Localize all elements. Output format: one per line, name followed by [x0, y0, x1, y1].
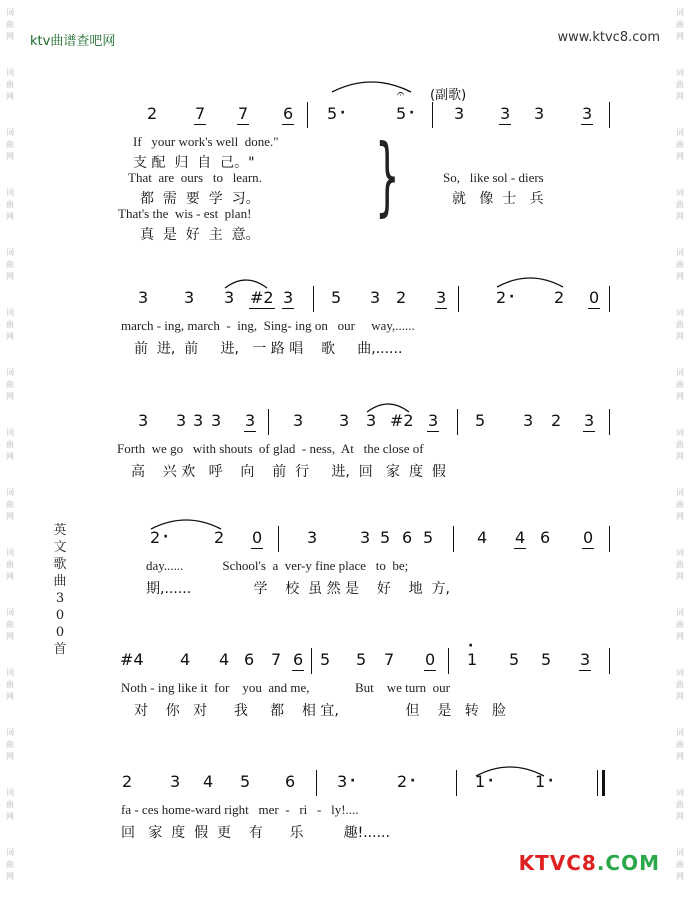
note: 3	[534, 104, 545, 123]
strip-glyph: 词	[6, 368, 14, 377]
note: 6	[293, 650, 304, 669]
note: 3	[138, 288, 149, 307]
note: 5	[475, 411, 486, 430]
note: 1	[535, 772, 546, 791]
english-lyric: That are ours to learn.	[128, 170, 262, 185]
strip-glyph: 网	[676, 872, 684, 881]
note: 3	[245, 411, 256, 430]
slur-tie	[366, 402, 412, 414]
chinese-lyric: 高 兴 欢 呼 向 前 行 进, 回 家 度 假	[131, 464, 446, 480]
strip-glyph: 曲	[6, 680, 14, 689]
strip-glyph: 网	[6, 812, 14, 821]
note: 5	[240, 772, 251, 791]
strip-glyph: 曲	[676, 440, 684, 449]
chinese-lyric: 期,...... 学 校 虽 然 是 好 地 方,	[146, 581, 451, 597]
barline	[313, 286, 314, 312]
note: 3	[366, 411, 377, 430]
strip-glyph: 词	[676, 428, 684, 437]
strip-glyph: 网	[676, 752, 684, 761]
augmentation-dot: ·	[410, 773, 416, 789]
strip-glyph: 网	[676, 392, 684, 401]
melody-line	[0, 288, 690, 318]
melody-line	[0, 411, 690, 441]
strip-glyph: 曲	[676, 200, 684, 209]
high-octave-dot: ·	[468, 638, 474, 654]
note: 3	[337, 772, 348, 791]
strip-glyph: 网	[6, 392, 14, 401]
strip-glyph: 网	[676, 212, 684, 221]
melody-line	[0, 528, 690, 558]
fermata-icon: 𝄐	[397, 87, 405, 102]
augmentation-dot: ·	[409, 105, 415, 121]
melody-line	[0, 772, 690, 802]
note: 4	[180, 650, 191, 669]
strip-glyph: 曲	[6, 620, 14, 629]
chinese-lyric: 都 需 要 学 习。	[140, 191, 260, 207]
slur-tie	[475, 765, 547, 778]
strip-glyph: 网	[6, 152, 14, 161]
note: 3	[428, 411, 439, 430]
strip-glyph: 网	[6, 752, 14, 761]
note: 3	[360, 528, 371, 547]
note: 4	[203, 772, 214, 791]
strip-glyph: 网	[676, 512, 684, 521]
strip-glyph: 曲	[676, 500, 684, 509]
strip-glyph: 曲	[676, 20, 684, 29]
strip-glyph: 曲	[6, 140, 14, 149]
note: 7	[238, 104, 249, 123]
note: 3	[176, 411, 187, 430]
chorus-label: (副歌)	[430, 88, 467, 103]
english-lyric: march - ing, march - ing, Sing- ing on our way,......	[121, 318, 415, 333]
barline	[432, 102, 433, 128]
strip-glyph: 曲	[676, 320, 684, 329]
note: 7	[271, 650, 282, 669]
strip-glyph: 曲	[676, 260, 684, 269]
strip-glyph: 网	[676, 92, 684, 101]
strip-glyph: 网	[6, 572, 14, 581]
strip-glyph: 曲	[676, 860, 684, 869]
strip-glyph: 曲	[676, 80, 684, 89]
augmentation-dot: ·	[509, 289, 515, 305]
barline	[609, 648, 610, 674]
chinese-lyric: 支 配 归 自 己。"	[133, 155, 255, 171]
strip-glyph: 词	[6, 608, 14, 617]
site-name-left: ktv曲谱查吧网	[30, 34, 116, 49]
note: 5	[541, 650, 552, 669]
strip-glyph: 网	[676, 632, 684, 641]
strip-glyph: 曲	[6, 740, 14, 749]
strip-glyph: 网	[6, 512, 14, 521]
barline	[268, 409, 269, 435]
chinese-lyric: 回 家 度 假 更 有 乐 趣!......	[121, 825, 390, 841]
barline	[311, 648, 312, 674]
chinese-lyric: 对 你 对 我 都 相 宜, 但 是 转 脸	[134, 703, 507, 719]
strip-glyph: 网	[6, 632, 14, 641]
note: 3	[339, 411, 350, 430]
barline	[609, 526, 610, 552]
note: 2	[551, 411, 562, 430]
barline	[456, 770, 457, 796]
strip-glyph: 网	[6, 272, 14, 281]
strip-glyph: 网	[6, 32, 14, 41]
strip-glyph: 词	[6, 668, 14, 677]
slur-tie	[496, 276, 566, 289]
note: 5	[423, 528, 434, 547]
strip-glyph: 词	[6, 488, 14, 497]
augmentation-dot: ·	[350, 773, 356, 789]
lyric-brace-icon: }	[375, 126, 400, 226]
strip-glyph: 词	[676, 308, 684, 317]
final-barline	[597, 770, 605, 796]
score-row	[0, 528, 690, 648]
strip-glyph: 曲	[6, 200, 14, 209]
note: 6	[283, 104, 294, 123]
strip-glyph: 网	[676, 32, 684, 41]
note: 6	[402, 528, 413, 547]
note: 2	[150, 528, 161, 547]
note: 1	[467, 650, 478, 669]
strip-glyph: 曲	[6, 560, 14, 569]
note: 0	[583, 528, 594, 547]
note: #2	[390, 411, 414, 430]
strip-glyph: 曲	[6, 320, 14, 329]
strip-glyph: 词	[676, 848, 684, 857]
strip-glyph: 词	[676, 608, 684, 617]
strip-glyph: 词	[676, 188, 684, 197]
note: 0	[252, 528, 263, 547]
strip-glyph: 曲	[6, 380, 14, 389]
barline	[609, 409, 610, 435]
score-row	[0, 288, 690, 408]
note: 5	[327, 104, 338, 123]
note: 6	[285, 772, 296, 791]
chinese-lyric: 真 是 好 主 意。	[140, 227, 260, 243]
strip-glyph: 词	[676, 488, 684, 497]
note: 1	[475, 772, 486, 791]
note: 5	[509, 650, 520, 669]
strip-glyph: 曲	[6, 500, 14, 509]
strip-glyph: 曲	[6, 260, 14, 269]
strip-glyph: 曲	[676, 800, 684, 809]
strip-glyph: 曲	[6, 440, 14, 449]
english-lyric: Forth we go with shouts of glad - ness, At the close of	[117, 441, 424, 456]
melody-line	[0, 104, 690, 134]
note: 3	[580, 650, 591, 669]
note: 5	[331, 288, 342, 307]
strip-glyph: 词	[676, 128, 684, 137]
strip-glyph: 词	[676, 788, 684, 797]
strip-glyph: 网	[676, 572, 684, 581]
strip-glyph: 词	[676, 248, 684, 257]
note: 5	[356, 650, 367, 669]
note: 7	[195, 104, 206, 123]
strip-glyph: 词	[676, 368, 684, 377]
strip-glyph: 词	[676, 68, 684, 77]
note: 2	[214, 528, 225, 547]
strip-glyph: 词	[6, 788, 14, 797]
strip-glyph: 网	[676, 452, 684, 461]
note: 2	[496, 288, 507, 307]
note: 2	[122, 772, 133, 791]
strip-glyph: 网	[676, 272, 684, 281]
strip-glyph: 网	[6, 692, 14, 701]
note: 3	[211, 411, 222, 430]
barline	[278, 526, 279, 552]
strip-glyph: 曲	[6, 800, 14, 809]
note: 2	[147, 104, 158, 123]
note: 3	[224, 288, 235, 307]
note: 3	[523, 411, 534, 430]
barline	[316, 770, 317, 796]
note: 3	[170, 772, 181, 791]
strip-glyph: 词	[676, 8, 684, 17]
strip-glyph: 曲	[676, 680, 684, 689]
strip-glyph: 曲	[6, 80, 14, 89]
book-title-vertical: 英 文 歌 曲 3 0 0 首	[53, 523, 67, 657]
note: 3	[307, 528, 318, 547]
strip-glyph: 曲	[6, 20, 14, 29]
english-lyric: If your work's well done."	[133, 134, 279, 149]
note: 0	[589, 288, 600, 307]
note: 3	[370, 288, 381, 307]
note: 6	[540, 528, 551, 547]
note: 4	[219, 650, 230, 669]
strip-glyph: 网	[6, 332, 14, 341]
strip-glyph: 词	[6, 428, 14, 437]
note: #4	[120, 650, 144, 669]
strip-glyph: 曲	[6, 860, 14, 869]
note: 0	[425, 650, 436, 669]
augmentation-dot: ·	[548, 773, 554, 789]
note: 3	[454, 104, 465, 123]
note: 3	[500, 104, 511, 123]
chinese-lyric: 就 像 士 兵	[452, 191, 544, 207]
strip-glyph: 词	[6, 68, 14, 77]
note: 3	[193, 411, 204, 430]
english-lyric: So, like sol - diers	[443, 170, 544, 185]
note: 7	[384, 650, 395, 669]
barline	[609, 286, 610, 312]
chinese-lyric: 前 进, 前 进, 一 路 唱 歌 曲,......	[134, 341, 403, 357]
note: 2	[554, 288, 565, 307]
strip-glyph: 网	[6, 92, 14, 101]
watermark-logo: KTVC8.COM	[518, 851, 660, 875]
english-lyric: fa - ces home-ward right mer - ri - ly!....	[121, 802, 359, 817]
strip-glyph: 词	[6, 728, 14, 737]
strip-glyph: 词	[6, 548, 14, 557]
augmentation-dot: ·	[163, 529, 169, 545]
strip-glyph: 网	[676, 692, 684, 701]
site-url-right[interactable]: www.ktvc8.com	[557, 30, 660, 45]
note: 2	[396, 288, 407, 307]
strip-glyph: 词	[6, 308, 14, 317]
note: 3	[293, 411, 304, 430]
barline	[453, 526, 454, 552]
barline	[307, 102, 308, 128]
note: 6	[244, 650, 255, 669]
note: 4	[515, 528, 526, 547]
strip-glyph: 曲	[676, 380, 684, 389]
strip-glyph: 网	[6, 872, 14, 881]
strip-glyph: 词	[6, 848, 14, 857]
score-row	[0, 638, 690, 770]
barline	[457, 409, 458, 435]
strip-glyph: 网	[6, 452, 14, 461]
strip-glyph: 词	[6, 8, 14, 17]
note: 5	[396, 104, 407, 123]
note: 4	[477, 528, 488, 547]
english-lyric: That's the wis - est plan!	[118, 206, 252, 221]
strip-glyph: 词	[6, 128, 14, 137]
strip-glyph: 网	[6, 212, 14, 221]
note: 3	[436, 288, 447, 307]
score-row	[0, 411, 690, 531]
slur-tie	[224, 278, 270, 290]
barline	[609, 102, 610, 128]
slur-tie	[331, 80, 414, 94]
strip-glyph: 词	[676, 668, 684, 677]
barline	[458, 286, 459, 312]
note: 3	[582, 104, 593, 123]
english-lyric: day...... School's a ver-y fine place to be;	[146, 558, 409, 573]
note: 5	[320, 650, 331, 669]
augmentation-dot: ·	[340, 105, 346, 121]
strip-glyph: 曲	[676, 560, 684, 569]
strip-glyph: 词	[6, 248, 14, 257]
strip-glyph: 网	[676, 332, 684, 341]
note: 3	[138, 411, 149, 430]
note: 3	[184, 288, 195, 307]
strip-glyph: 词	[676, 548, 684, 557]
english-lyric: Noth - ing like it for you and me, But we turn our	[121, 680, 450, 695]
note: 2	[397, 772, 408, 791]
strip-glyph: 词	[6, 188, 14, 197]
note: 3	[283, 288, 294, 307]
slur-tie	[150, 518, 224, 531]
note: 5	[380, 528, 391, 547]
barline	[448, 648, 449, 674]
strip-glyph: 网	[676, 812, 684, 821]
note: 3	[584, 411, 595, 430]
melody-line	[0, 638, 690, 680]
augmentation-dot: ·	[488, 773, 494, 789]
strip-glyph: 词	[676, 728, 684, 737]
note: #2	[250, 288, 274, 307]
strip-glyph: 曲	[676, 740, 684, 749]
strip-glyph: 曲	[676, 620, 684, 629]
score-row	[0, 104, 690, 243]
strip-glyph: 曲	[676, 140, 684, 149]
strip-glyph: 网	[676, 152, 684, 161]
